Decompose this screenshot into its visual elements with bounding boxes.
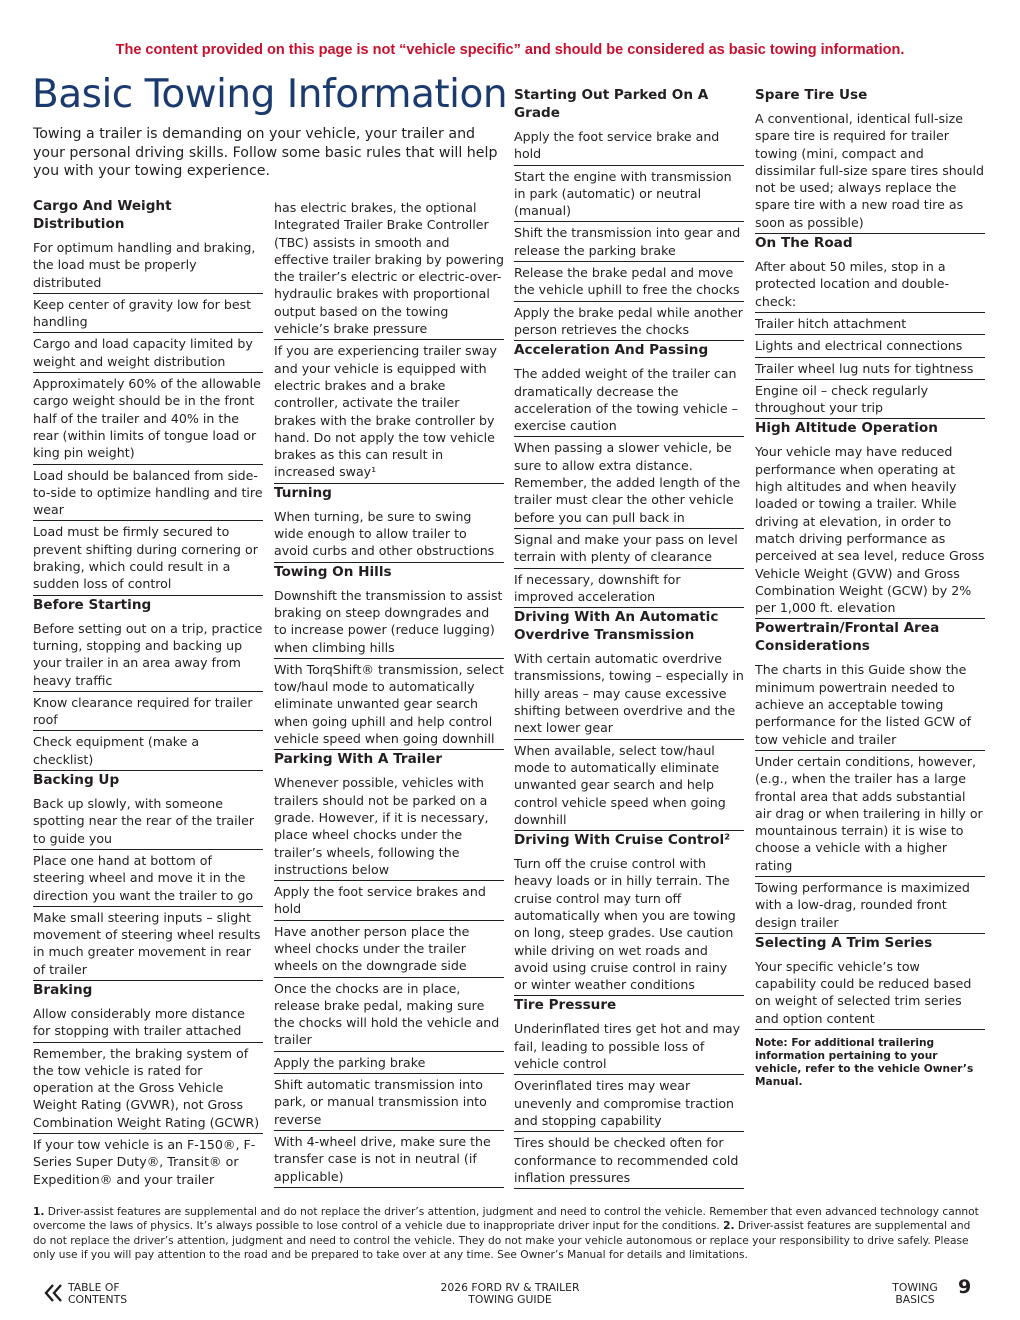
section-cargo-and-weight-distribution <box>33 197 263 596</box>
section-parking-with-a-trailer <box>274 750 504 1188</box>
list-item: When turning, be sure to swing wide enough to allow trailer to avoid curbs and other obstructions <box>274 506 504 563</box>
page-number: 9 <box>958 1276 972 1298</box>
list-item: With 4-wheel drive, make sure the transfer case is not in neutral (if applicable) <box>274 1131 504 1188</box>
section-on-the-road <box>755 234 985 419</box>
section-heading: Driving With An Automatic Overdrive Transmission <box>514 609 719 644</box>
section-heading: Spare Tire Use <box>755 87 868 103</box>
section-name-line-1: TOWING <box>892 1281 938 1294</box>
section-heading: Tire Pressure <box>514 997 617 1014</box>
footnote-1-marker: 1. <box>33 1206 45 1218</box>
page-footer <box>0 1276 1020 1312</box>
list-item: After about 50 miles, stop in a protected location and double-check: <box>755 256 985 313</box>
list-item: Once the chocks are in place, release brake pedal, making sure the chocks will hold the vehicle and trailer <box>274 978 504 1052</box>
list-item: Downshift the transmission to assist braking on steep downgrades and to increase power (reduce lugging) when climbing hills <box>274 585 504 659</box>
guide-title-line-2: TOWING GUIDE <box>468 1293 552 1306</box>
list-item: With TorqShift® transmission, select tow/haul mode to automatically eliminate unwanted gear search when going uphill and help control vehicle speed when going downhill <box>274 659 504 750</box>
toc-label-line-1: TABLE OF <box>68 1281 120 1294</box>
list-item: Towing performance is maximized with a low-drag, rounded front design trailer <box>755 877 985 934</box>
list-item: A conventional, identical full-size spare tire is required for trailer towing (mini, compact and dissimilar full-size spare tires should not be used; always replace the spare tire with a new road tire as soon as possible) <box>755 108 985 234</box>
section-heading: Towing On Hills <box>274 563 392 580</box>
table-of-contents-link[interactable] <box>44 1282 158 1306</box>
list-item: Shift the transmission into gear and release the parking brake <box>514 222 744 262</box>
section-driving-with-an-automatic-overdrive-transmission <box>514 608 744 831</box>
list-item: Approximately 60% of the allowable cargo weight should be in the front half of the trailer and 40% in the rear (within limits of tongue load or king pin weight) <box>33 373 263 464</box>
section-acceleration-and-passing <box>514 341 744 608</box>
section-name-line-2: BASICS <box>895 1293 935 1306</box>
list-item: Load must be firmly secured to prevent shifting during cornering or braking, which could result in a sudden loss of control <box>33 521 263 595</box>
section-heading: Before Starting <box>33 596 152 613</box>
list-item: Have another person place the wheel chocks under the trailer wheels on the downgrade side <box>274 921 504 978</box>
list-item: Start the engine with transmission in park (automatic) or neutral (manual) <box>514 166 744 223</box>
list-item: Signal and make your pass on level terrain with plenty of clearance <box>514 529 744 569</box>
list-item: Shift automatic transmission into park, or manual transmission into reverse <box>274 1074 504 1131</box>
page-title: Basic Towing Information <box>32 72 508 117</box>
list-item: Apply the parking brake <box>274 1052 504 1074</box>
list-item: Make small steering inputs – slight movement of steering wheel results in much greater movement in rear of trailer <box>33 907 263 981</box>
guide-title-line-1: 2026 FORD RV & TRAILER <box>440 1281 580 1294</box>
list-item: When passing a slower vehicle, be sure to allow extra distance. Remember, the added length of the trailer must clear the other vehicle before you can pull back in <box>514 437 744 528</box>
list-item: Overinflated tires may wear unevenly and compromise traction and stopping capability <box>514 1075 744 1132</box>
list-item: When available, select tow/haul mode to automatically eliminate unwanted gear search and help control vehicle speed when going downhill <box>514 740 744 831</box>
owners-manual-note: Note: For additional trailering information pertaining to your vehicle, refer to the vehicle Owner’s Manual. <box>755 1037 974 1089</box>
column-4 <box>755 86 985 1089</box>
section-high-altitude-operation <box>755 419 985 619</box>
section-heading: On The Road <box>755 235 853 252</box>
section-heading: Parking With A Trailer <box>274 751 443 768</box>
toc-label-line-2: CONTENTS <box>68 1293 128 1306</box>
list-item: has electric brakes, the optional Integrated Trailer Brake Controller (TBC) assists in smooth and effective trailer braking by powering the trailer’s electric or electric-over-hydraulic brakes with proportional output based on the towing vehicle’s brake pressure <box>274 197 504 340</box>
list-item: Turn off the cruise control with heavy loads or in hilly terrain. The cruise control may turn off automatically when you are towing on long, steep grades. Use caution while driving on wet roads and avoid using cruise control in rainy or winter weather conditions <box>514 853 744 996</box>
column-2 <box>274 197 504 1188</box>
column-3 <box>514 86 744 1189</box>
list-item: Release the brake pedal and move the vehicle uphill to free the chocks <box>514 262 744 302</box>
list-item: If necessary, downshift for improved acceleration <box>514 569 744 609</box>
list-item: Tires should be checked often for conformance to recommended cold inflation pressures <box>514 1132 744 1189</box>
list-item: Know clearance required for trailer roof <box>33 692 263 732</box>
section-heading: Driving With Cruise Control² <box>514 832 731 849</box>
intro-paragraph: Towing a trailer is demanding on your vehicle, your trailer and your personal driving skills. Follow some basic rules that will help you with your towing experience. <box>33 126 498 179</box>
list-item: The added weight of the trailer can dramatically decrease the acceleration of the towing vehicle – exercise caution <box>514 363 744 437</box>
disclaimer-banner: The content provided on this page is not “vehicle specific” and should be considered as basic towing information. <box>115 42 905 58</box>
list-item: Load should be balanced from side-to-side to optimize handling and tire wear <box>33 465 263 522</box>
section-starting-out-parked-on-a-grade <box>514 86 744 341</box>
footnote-2-marker: 2. <box>723 1220 735 1233</box>
list-item: Apply the foot service brakes and hold <box>274 881 504 921</box>
list-item: For optimum handling and braking, the load must be properly distributed <box>33 237 263 294</box>
list-item: Place one hand at bottom of steering wheel and move it in the direction you want the trailer to go <box>33 850 263 907</box>
section-heading: Selecting A Trim Series <box>755 934 933 951</box>
section-continued <box>274 197 504 484</box>
column-1 <box>33 197 263 1188</box>
section-heading: Backing Up <box>33 772 120 789</box>
section-towing-on-hills <box>274 563 504 751</box>
list-item: Check equipment (make a checklist) <box>33 731 263 771</box>
section-heading: High Altitude Operation <box>755 420 938 437</box>
section-tire-pressure <box>514 996 744 1189</box>
section-spare-tire-use <box>755 86 985 234</box>
list-item: If you are experiencing trailer sway and your vehicle is equipped with electric brakes and a brake controller, activate the trailer brakes with the brake controller by hand. Do not apply the tow vehicle brakes as this can result in increased sway¹ <box>274 340 504 483</box>
section-name <box>880 1282 950 1306</box>
section-selecting-a-trim-series <box>755 934 985 1089</box>
section-driving-with-cruise-control <box>514 831 744 996</box>
section-heading: Cargo And Weight Distribution <box>33 198 172 232</box>
section-before-starting <box>33 596 263 771</box>
list-item: Cargo and load capacity limited by weight and weight distribution <box>33 333 263 373</box>
list-item: Apply the foot service brake and hold <box>514 126 744 166</box>
list-item: Whenever possible, vehicles with trailers should not be parked on a grade. However, if it is necessary, place wheel chocks under the trailer’s wheels, following the instructions below <box>274 772 504 881</box>
list-item: With certain automatic overdrive transmissions, towing – especially in hilly areas – may cause excessive shifting between overdrive and the next lower gear <box>514 648 744 739</box>
section-heading: Powertrain/Frontal Area Considerations <box>755 620 940 655</box>
list-item: Lights and electrical connections <box>755 335 985 357</box>
list-item: Under certain conditions, however, (e.g., when the trailer has a large frontal area that adds substantial air drag or when trailering in hilly or mountainous terrain) it is wise to choose a vehicle with a higher rating <box>755 751 985 877</box>
list-item-continued: If your tow vehicle is an F-150®, F-Series Super Duty®, Transit® or Expedition® and your trailer <box>33 1137 256 1187</box>
list-item: Before setting out on a trip, practice turning, stopping and backing up your trailer in an area away from heavy traffic <box>33 618 263 692</box>
list-item: Engine oil – check regularly throughout your trip <box>755 380 985 420</box>
guide-title <box>410 1282 610 1306</box>
section-heading: Starting Out Parked On A Grade <box>514 87 709 121</box>
list-item: Keep center of gravity low for best handling <box>33 294 263 334</box>
section-heading: Turning <box>274 484 332 501</box>
list-item: Underinflated tires get hot and may fail, leading to possible loss of vehicle control <box>514 1018 744 1075</box>
section-backing-up <box>33 771 263 981</box>
list-item: Trailer hitch attachment <box>755 313 985 335</box>
footnotes <box>33 1205 983 1262</box>
list-item: The charts in this Guide show the minimum powertrain needed to achieve an acceptable towing performance for the listed GCW of tow vehicle and trailer <box>755 659 985 750</box>
section-turning <box>274 484 504 563</box>
list-item: Back up slowly, with someone spotting near the rear of the trailer to guide you <box>33 793 263 850</box>
section-heading: Braking <box>33 981 93 998</box>
footnote-2-text: Driver-assist features are supplemental and do not replace the driver’s attention, judgment and need to control the vehicle. They do not make your vehicle autonomous or replace your responsibility to drive safely. Please only use if you will pay attention to the road and be prepared to take over at any time. See Owner’s Manual for details and limitations. <box>33 1220 971 1261</box>
double-chevron-left-icon <box>44 1282 64 1304</box>
footnote-1-text: Driver-assist features are supplemental and do not replace the driver’s attention, judgment and need to control the vehicle. Remember that even advanced technology cannot overcome the laws of physics. It’s always possible to lose control of a vehicle due to inappropriate driver input for the conditions. <box>33 1206 979 1233</box>
section-heading: Acceleration And Passing <box>514 342 709 359</box>
list-item: Trailer wheel lug nuts for tightness <box>755 358 985 380</box>
list-item: Your vehicle may have reduced performance when operating at high altitudes and when heavily loaded or towing a trailer. While driving at elevation, in order to match driving performance as perceived at sea level, reduce Gross Vehicle Weight (GVW) and Gross Combination Weight (GCW) by 2% per 1,000 ft. elevation <box>755 441 985 619</box>
list-item: Apply the brake pedal while another person retrieves the chocks <box>514 302 744 342</box>
section-powertrain-frontal-area-considerations <box>755 619 985 933</box>
list-item: Allow considerably more distance for stopping with trailer attached <box>33 1003 263 1043</box>
list-item: Remember, the braking system of the tow vehicle is rated for operation at the Gross Vehicle Weight Rating (GVWR), not Gross Combination Weight Rating (GCWR) <box>33 1043 263 1134</box>
section-braking <box>33 981 263 1188</box>
list-item: Your specific vehicle’s tow capability could be reduced based on weight of selected trim series and option content <box>755 956 985 1030</box>
